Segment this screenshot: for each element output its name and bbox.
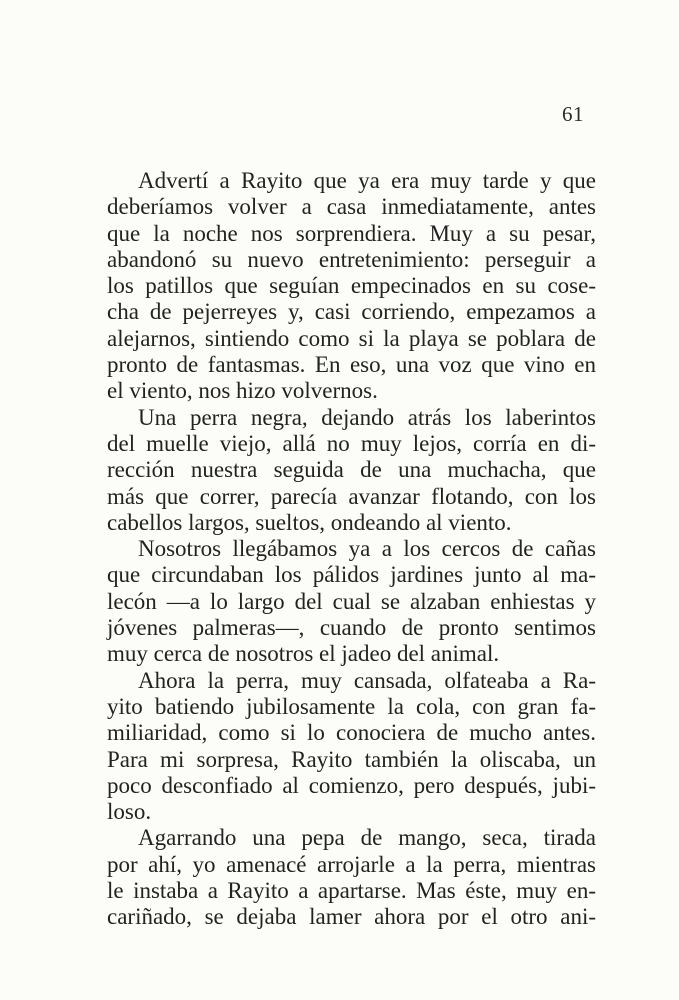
text-line: que circundaban los pálidos jardines junto al ma- <box>107 562 596 588</box>
text-line: poco desconfiado al comienzo, pero después, jubi- <box>107 772 596 798</box>
page-number: 61 <box>562 102 584 126</box>
text-line: Para mi sorpresa, Rayito también la oliscaba, un <box>107 746 596 772</box>
text-line: muy cerca de nosotros el jadeo del animal. <box>107 641 500 667</box>
text-line: rección nuestra seguida de una muchacha, que <box>107 457 596 483</box>
text-line: Ahora la perra, muy cansada, olfateaba a Ra- <box>138 667 596 693</box>
text-line: jóvenes palmeras—, cuando de pronto sentimos <box>107 615 596 641</box>
text-line: más que correr, parecía avanzar flotando, con los <box>107 483 596 509</box>
text-line: alejarnos, sintiendo como si la playa se poblara de <box>107 325 596 351</box>
text-line: miliaridad, como si lo conociera de mucho antes. <box>107 720 596 746</box>
text-line: Nosotros llegábamos ya a los cercos de cañas <box>138 536 596 562</box>
text-line: yito batiendo jubilosamente la cola, con gran fa- <box>107 693 596 719</box>
text-line: deberíamos volver a casa inmediatamente, antes <box>107 194 596 220</box>
text-line: cariñado, se dejaba lamer ahora por el otro ani- <box>107 904 596 930</box>
text-line: Una perra negra, dejando atrás los laberintos <box>138 404 596 430</box>
body-text <box>107 168 596 931</box>
text-line: le instaba a Rayito a apartarse. Mas éste, muy en- <box>107 878 596 904</box>
text-line: del muelle viejo, allá no muy lejos, corría en di- <box>107 430 596 456</box>
text-line: Advertí a Rayito que ya era muy tarde y que <box>138 168 596 193</box>
text-line: los patillos que seguían empecinados en su cose- <box>107 273 596 299</box>
text-line: pronto de fantasmas. En eso, una voz que vino en <box>107 352 596 378</box>
text-line: el viento, nos hizo volvernos. <box>107 378 378 404</box>
text-line: abandonó su nuevo entretenimiento: perseguir a <box>107 246 596 272</box>
text-line: lecón —a lo largo del cual se alzaban enhiestas y <box>107 588 596 614</box>
text-line: que la noche nos sorprendiera. Muy a su pesar, <box>107 220 596 246</box>
text-line: por ahí, yo amenacé arrojarle a la perra, mientras <box>107 851 596 877</box>
text-line: Agarrando una pepa de mango, seca, tirada <box>138 825 596 851</box>
text-line: loso. <box>107 799 152 825</box>
text-line: cabellos largos, sueltos, ondeando al viento. <box>107 509 512 535</box>
text-line: cha de pejerreyes y, casi corriendo, empezamos a <box>107 299 596 325</box>
